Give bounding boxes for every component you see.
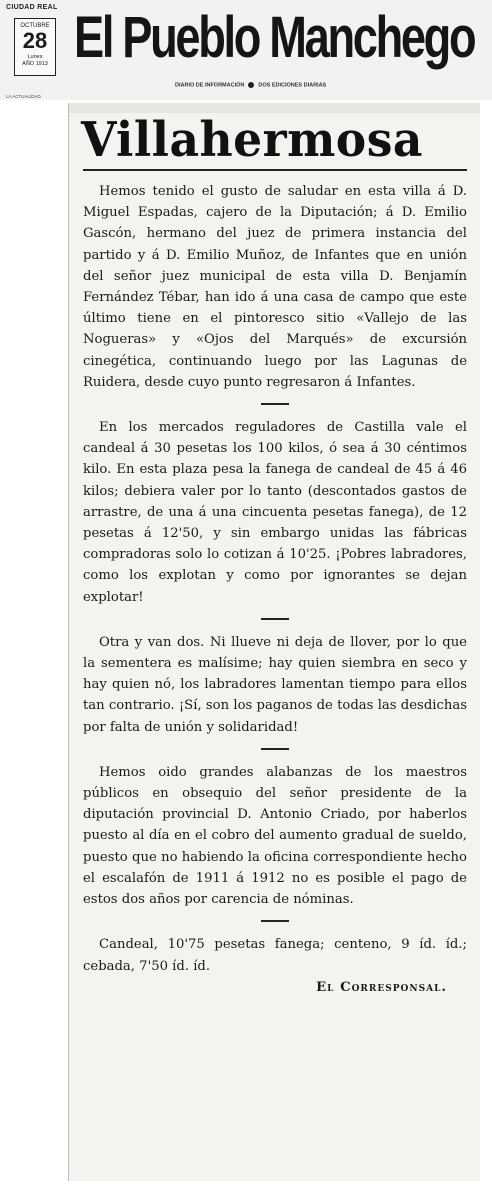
date-month: OCTUBRE: [20, 23, 50, 29]
market-prices: Candeal, 10'75 pesetas fanega; centeno, 9 íd. íd.; cebada, 7'50 íd. íd.: [83, 937, 467, 974]
article-paragraph-4: Hemos oido grandes alabanzas de los maestros públicos en obsequio del señor presidente de la diputación provincial D. Antonio Criado, por haberlos puesto al día en el cobro del aumento gradual de sueldo, puesto que no habiendo la oficina correspondiente hecho el escalafón de 1911 á 1912 no es posible el pago de estos dos años por carencia de nóminas.: [83, 764, 467, 908]
paragraph-divider: [261, 920, 289, 922]
author-signature: El Corresponsal.: [316, 979, 447, 995]
article-paragraph-3: Otra y van dos. Ni llueve ni deja de llover, por lo que la sementera es malísime; hay quien siembra en seco y hay quien nó, los labradores lamentan tiempo para ellos tan contrario. ¡Sí, son los paganos de todas las desdichas por falta de unión y solidaridad!: [83, 634, 467, 735]
article-paragraph-1: Hemos tenido el gusto de saludar en esta villa á D. Miguel Espadas, cajero de la Diputación; á D. Emilio Gascón, hermano del juez de primera instancia del partido y á D. Emilio Muñoz, de Infantes que en unión del señor juez municipal de esta villa D. Benjamín Fernández Tébar, han ido á una casa de campo que este último tiene en el pintoresco sitio «Vallejo de las Nogueras» y «Ojos del Marqués» de excursión cinegética, continuando luego por las Lagunas de Ruidera, desde cuyo punto regresaron á Infantes.: [83, 184, 467, 390]
date-weekday: Lunes: [27, 54, 43, 60]
subtitle-right: DOS EDICIONES DIARIAS: [258, 82, 327, 89]
newspaper-title: El Pueblo Manchego: [74, 5, 475, 70]
newspaper-masthead: [0, 0, 492, 100]
bullet-icon: [248, 82, 254, 88]
corner-label: LA ACTUALIDAD: [6, 94, 41, 99]
article-clipping: [68, 103, 480, 1181]
paragraph-divider: [261, 618, 289, 620]
date-year: AÑO 1913: [22, 61, 48, 67]
article-body: [83, 181, 467, 998]
paragraph-divider: [261, 748, 289, 750]
title-divider: [83, 169, 467, 171]
date-box: [14, 18, 56, 76]
article-paragraph-2: En los mercados reguladores de Castilla vale el candeal á 30 pesetas los 100 kilos, ó sea á 30 céntimos kilo. En esta plaza pesa la fanega de candeal de 45 á 46 kilos; debiera valer por lo tanto (descontados gastos de arrastre, de una á una cincuenta pesetas fanega), de 12 pesetas á 12'50, y sin embargo unidas las fábricas compradoras solo lo cotizan á 10'25. ¡Pobres labradores, como los explotan y como por ignorantes se dejan explotar!: [83, 420, 467, 605]
masthead-subtitle: [175, 82, 326, 88]
city-label: CIUDAD REAL: [6, 4, 58, 11]
article-title: Villahermosa: [81, 112, 423, 168]
paragraph-divider: [261, 403, 289, 405]
subtitle-left: DIARIO DE INFORMACIÓN: [175, 82, 245, 89]
date-day: 28: [22, 28, 48, 53]
